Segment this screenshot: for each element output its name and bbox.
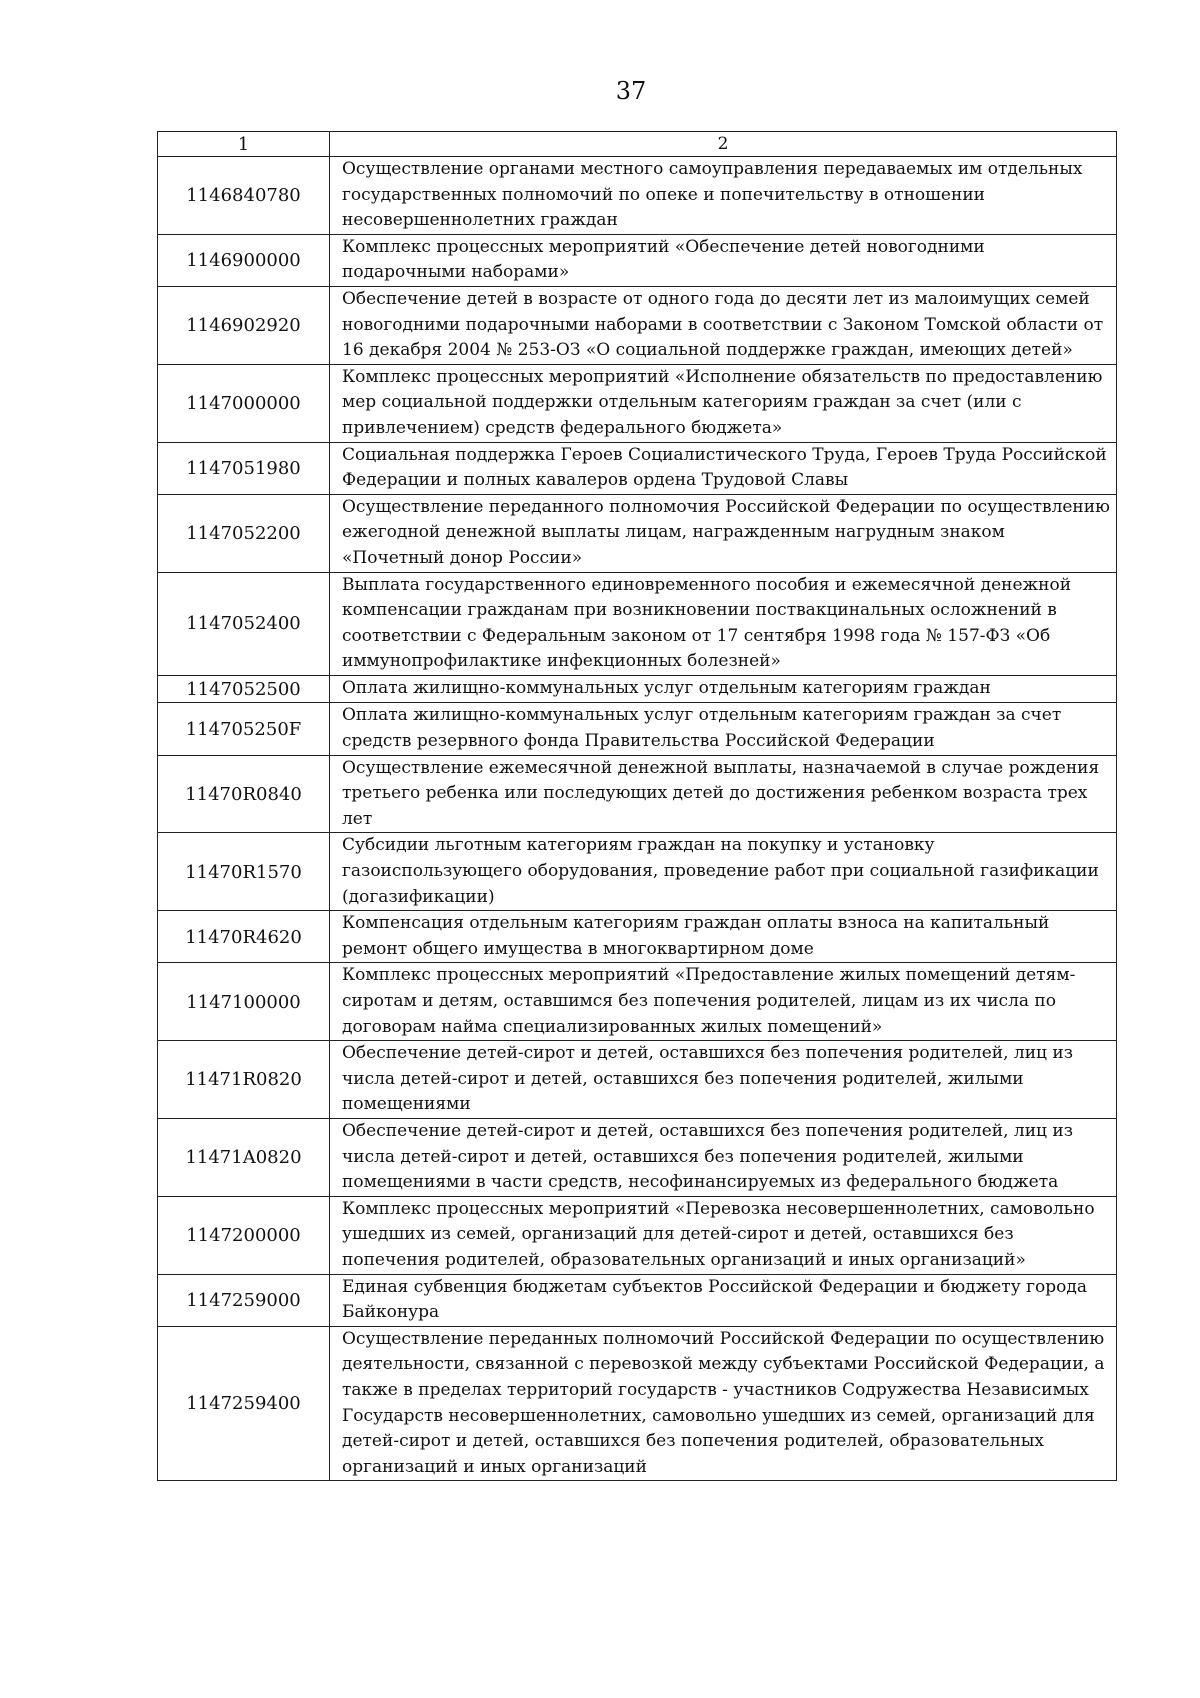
table-row <box>158 1274 1117 1326</box>
row-code: 11471R0820 <box>158 1041 330 1119</box>
row-name: Выплата государственного единовременного пособия и ежемесячной денежной компенсации гражданам при возникновении поствакцинальных осложнений в соответствии с Федеральным законом от 17 сентября 1998 года № 157-ФЗ «Об иммунопрофилактике инфекционных болезней» <box>330 572 1117 675</box>
header-column-1: 1 <box>158 132 330 157</box>
table-row <box>158 442 1117 494</box>
row-name: Обеспечение детей в возрасте от одного года до десяти лет из малоимущих семей новогодними подарочными наборами в соответствии с Законом Томской области от 16 декабря 2004 № 253-ОЗ «О социальной поддержке граждан, имеющих детей» <box>330 286 1117 364</box>
table-row <box>158 675 1117 703</box>
row-code: 1146840780 <box>158 157 330 235</box>
row-code: 1147000000 <box>158 364 330 442</box>
row-name: Социальная поддержка Героев Социалистического Труда, Героев Труда Российской Федерации и полных кавалеров ордена Трудовой Славы <box>330 442 1117 494</box>
row-code: 11471A0820 <box>158 1118 330 1196</box>
row-name: Обеспечение детей-сирот и детей, оставшихся без попечения родителей, лиц из числа детей-сирот и детей, оставшихся без попечения родителей, жилыми помещениями <box>330 1041 1117 1119</box>
row-name: Комплекс процессных мероприятий «Предоставление жилых помещений детям-сиротам и детям, оставшимся без попечения родителей, лицам из их числа по договорам найма специализированных жилых помещений» <box>330 963 1117 1041</box>
table-header-row <box>158 132 1117 157</box>
budget-classification-table <box>157 131 1117 1481</box>
table-row <box>158 572 1117 675</box>
row-name: Осуществление органами местного самоуправления передаваемых им отдельных государственных полномочий по опеке и попечительству в отношении несовершеннолетних граждан <box>330 157 1117 235</box>
row-name: Обеспечение детей-сирот и детей, оставшихся без попечения родителей, лиц из числа детей-сирот и детей, оставшихся без попечения родителей, жилыми помещениями в части средств, несофинансируемых из федерального бюджета <box>330 1118 1117 1196</box>
row-name: Комплекс процессных мероприятий «Перевозка несовершеннолетних, самовольно ушедших из семей, организаций для детей-сирот и детей, оставшихся без попечения родителей, образовательных организаций и иных организаций» <box>330 1196 1117 1274</box>
row-code: 1146902920 <box>158 286 330 364</box>
table-row <box>158 963 1117 1041</box>
table-row <box>158 833 1117 911</box>
row-code: 11470R0840 <box>158 755 330 833</box>
header-column-2: 2 <box>330 132 1117 157</box>
table-row <box>158 755 1117 833</box>
table-row <box>158 1041 1117 1119</box>
table-row <box>158 234 1117 286</box>
row-code: 1147052500 <box>158 675 330 703</box>
table-row <box>158 494 1117 572</box>
row-code: 1147259000 <box>158 1274 330 1326</box>
row-code: 1147051980 <box>158 442 330 494</box>
row-name: Единая субвенция бюджетам субъектов Российской Федерации и бюджету города Байконура <box>330 1274 1117 1326</box>
row-code: 114705250F <box>158 703 330 755</box>
row-code: 11470R1570 <box>158 833 330 911</box>
row-name: Компенсация отдельным категориям граждан оплаты взноса на капитальный ремонт общего имущества в многоквартирном доме <box>330 911 1117 963</box>
row-code: 1147100000 <box>158 963 330 1041</box>
table-row <box>158 157 1117 235</box>
row-name: Осуществление ежемесячной денежной выплаты, назначаемой в случае рождения третьего ребенка или последующих детей до достижения ребенком возраста трех лет <box>330 755 1117 833</box>
table-row <box>158 364 1117 442</box>
row-code: 1147259400 <box>158 1326 330 1481</box>
row-name: Оплата жилищно-коммунальных услуг отдельным категориям граждан за счет средств резервного фонда Правительства Российской Федерации <box>330 703 1117 755</box>
row-name: Комплекс процессных мероприятий «Обеспечение детей новогодними подарочными наборами» <box>330 234 1117 286</box>
table-row <box>158 1326 1117 1481</box>
row-code: 1146900000 <box>158 234 330 286</box>
row-name: Оплата жилищно-коммунальных услуг отдельным категориям граждан <box>330 675 1117 703</box>
table-row <box>158 1118 1117 1196</box>
row-name: Осуществление переданного полномочия Российской Федерации по осуществлению ежегодной денежной выплаты лицам, награжденным нагрудным знаком «Почетный донор России» <box>330 494 1117 572</box>
table-row <box>158 1196 1117 1274</box>
row-code: 1147052200 <box>158 494 330 572</box>
row-name: Осуществление переданных полномочий Российской Федерации по осуществлению деятельности, связанной с перевозкой между субъектами Российской Федерации, а также в пределах территорий государств - участников Содружества Независимых Государств несовершеннолетних, самовольно ушедших из семей, организаций для детей-сирот и детей, оставшихся без попечения родителей, образовательных организаций и иных организаций <box>330 1326 1117 1481</box>
table-row <box>158 286 1117 364</box>
row-code: 11470R4620 <box>158 911 330 963</box>
table-row <box>158 703 1117 755</box>
table-row <box>158 911 1117 963</box>
row-name: Субсидии льготным категориям граждан на покупку и установку газоиспользующего оборудования, проведение работ при социальной газификации (догазификации) <box>330 833 1117 911</box>
page-number: 37 <box>615 77 647 105</box>
table-body <box>158 132 1117 1481</box>
row-code: 1147200000 <box>158 1196 330 1274</box>
row-name: Комплекс процессных мероприятий «Исполнение обязательств по предоставлению мер социальной поддержки отдельным категориям граждан за счет (или с привлечением) средств федерального бюджета» <box>330 364 1117 442</box>
row-code: 1147052400 <box>158 572 330 675</box>
